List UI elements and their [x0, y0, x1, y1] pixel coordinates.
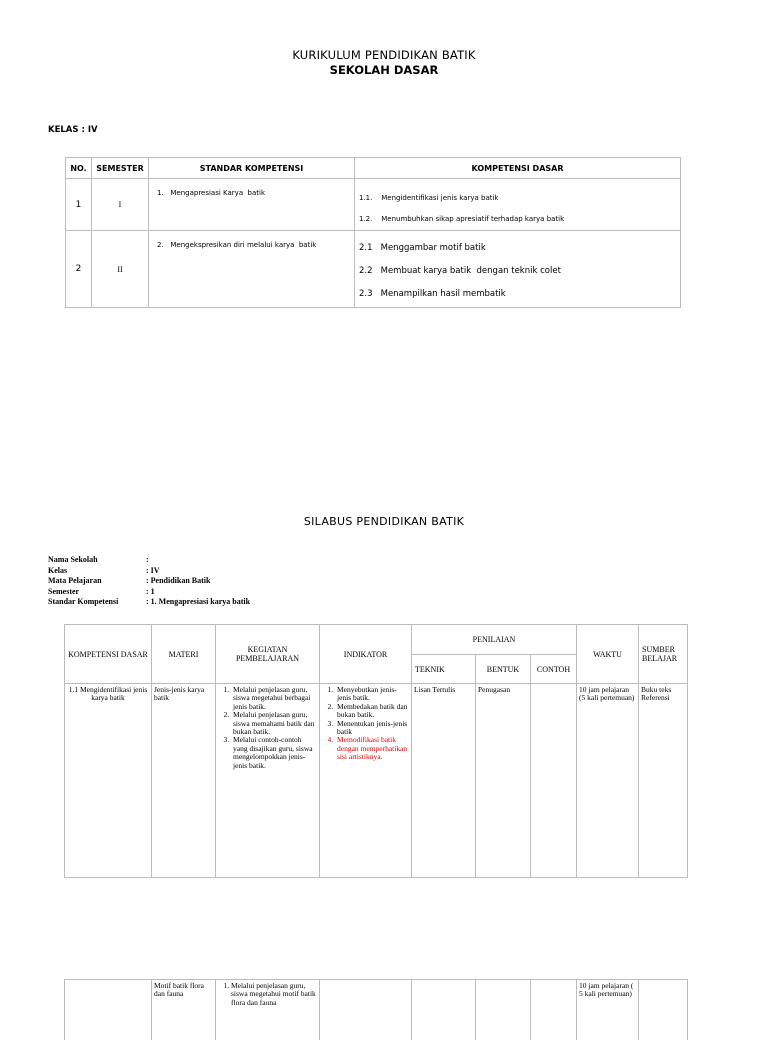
- header-waktu: WAKTU: [577, 625, 639, 684]
- header-materi: MATERI: [152, 625, 216, 684]
- cell-sumber: [639, 980, 688, 1040]
- info-value: : Pendidikan Batik: [146, 576, 211, 585]
- indikator-item-highlighted: 4. Memodifikasi batik dengan memperhatikan sisi artistiknya.: [335, 736, 409, 761]
- silabus-header-row: [65, 625, 688, 655]
- info-key: Kelas: [48, 565, 68, 575]
- row-kompetensi: [355, 179, 681, 231]
- row-semester: II: [92, 231, 149, 308]
- info-row: [48, 566, 250, 577]
- indikator-item: 3. Menentukan jenis-jenis batik: [335, 720, 409, 737]
- cell-waktu: 10 jam pelajaran (5 kali pertemuan): [577, 684, 639, 878]
- curriculum-header-row: [66, 158, 681, 179]
- info-value: : IV: [146, 565, 160, 575]
- info-row: [48, 587, 250, 598]
- silabus-info: [48, 555, 250, 608]
- table-row: [66, 179, 681, 231]
- curriculum-table: [65, 157, 681, 308]
- class-label: KELAS : IV: [48, 125, 98, 135]
- header-teknik: TEKNIK: [412, 655, 476, 684]
- kompetensi-item: 1.1. Mengidentifikasi jenis karya batik: [359, 194, 499, 202]
- info-row: [48, 597, 250, 608]
- row-no: 1: [66, 179, 92, 231]
- kegiatan-item: 2. Melalui penjelasan guru, siswa memahami batik dan bukan batik.: [231, 711, 317, 736]
- info-row: [48, 576, 250, 587]
- row-no: 2: [66, 231, 92, 308]
- info-key: Nama Sekolah: [48, 555, 98, 564]
- kompetensi-item: 1.2. Menumbuhkan sikap apresiatif terhadap karya batik: [359, 215, 565, 223]
- document-subtitle: SEKOLAH DASAR: [329, 63, 439, 77]
- header-kompetensi-dasar: KOMPETENSI DASAR: [65, 625, 152, 684]
- cell-materi: Jenis-jenis karya batik: [152, 684, 216, 878]
- table-row: [66, 231, 681, 308]
- info-value: : 1. Mengapresiasi karya batik: [146, 597, 251, 606]
- kegiatan-item: 1. Melalui penjelasan guru, siswa megetahui motif batik flora dan fauna: [231, 982, 317, 1007]
- header-sumber: SUMBER BELAJAR: [639, 625, 688, 684]
- info-value: : 1: [146, 586, 155, 596]
- kompetensi-item: 2.3 Menampilkan hasil membatik: [359, 289, 506, 299]
- header-standar-kompetensi: STANDAR KOMPETENSI: [149, 158, 355, 179]
- header-kegiatan: KEGIATAN PEMBELAJARAN: [216, 625, 320, 684]
- document-title: KURIKULUM PENDIDIKAN BATIK: [292, 48, 476, 62]
- cell-teknik: Lisan Tertulis: [412, 684, 476, 878]
- cell-contoh: [531, 980, 577, 1040]
- header-kompetensi-dasar: KOMPETENSI DASAR: [355, 158, 681, 179]
- cell-kegiatan: [216, 980, 320, 1040]
- cell-kompetensi: [65, 980, 152, 1040]
- info-key: Mata Pelajaran: [48, 576, 102, 585]
- cell-indikator: [320, 684, 412, 878]
- kegiatan-item: 3. Melalui contoh-contoh yang disajikan guru, siswa mengelompokkan jenis-jenis batik.: [231, 736, 317, 770]
- header-indikator: INDIKATOR: [320, 625, 412, 684]
- info-key: Semester: [48, 586, 80, 596]
- row-kompetensi: [355, 231, 681, 308]
- cell-sumber: Buku teks Referensi: [639, 684, 688, 878]
- header-bentuk: BENTUK: [476, 655, 531, 684]
- kompetensi-item: 2.1 Menggambar motif batik: [359, 243, 486, 253]
- indikator-item: 2. Membedakan batik dan bukan batik.: [335, 703, 409, 720]
- kompetensi-item: 2.2 Membuat karya batik dengan teknik colet: [359, 266, 561, 276]
- table-row: [65, 980, 688, 1040]
- cell-teknik: [412, 980, 476, 1040]
- row-semester: I: [92, 179, 149, 231]
- cell-bentuk: Penugasan: [476, 684, 531, 878]
- silabus-table: [64, 624, 688, 878]
- cell-kegiatan: [216, 684, 320, 878]
- cell-contoh: [531, 684, 577, 878]
- cell-kompetensi: 1.1 Mengidentifikasi jenis karya batik: [65, 684, 152, 878]
- info-value: :: [146, 555, 149, 564]
- row-standar: 2. Mengekspresikan diri melalui karya batik: [149, 231, 355, 308]
- indikator-item: 1. Menyebutkan jenis-jenis batik.: [335, 686, 409, 703]
- silabus-title: SILABUS PENDIDIKAN BATIK: [303, 515, 465, 528]
- info-row: [48, 555, 250, 566]
- header-penilaian: PENILAIAN: [412, 625, 577, 655]
- silabus-table-continued: [64, 979, 688, 1040]
- header-no: NO.: [66, 158, 92, 179]
- kegiatan-item: 1. Melalui penjelasan guru, siswa megetahui berbagai jenis batik.: [231, 686, 317, 711]
- table-row: [65, 684, 688, 878]
- header-semester: SEMESTER: [92, 158, 149, 179]
- info-key: Standar Kompetensi: [48, 597, 119, 606]
- row-standar: 1. Mengapresiasi Karya batik: [149, 179, 355, 231]
- cell-bentuk: [476, 980, 531, 1040]
- cell-indikator: [320, 980, 412, 1040]
- header-contoh: CONTOH: [531, 655, 577, 684]
- cell-materi: Motif batik flora dan fauna: [152, 980, 216, 1040]
- cell-waktu: 10 jam pelajaran ( 5 kali pertemuan): [577, 980, 639, 1040]
